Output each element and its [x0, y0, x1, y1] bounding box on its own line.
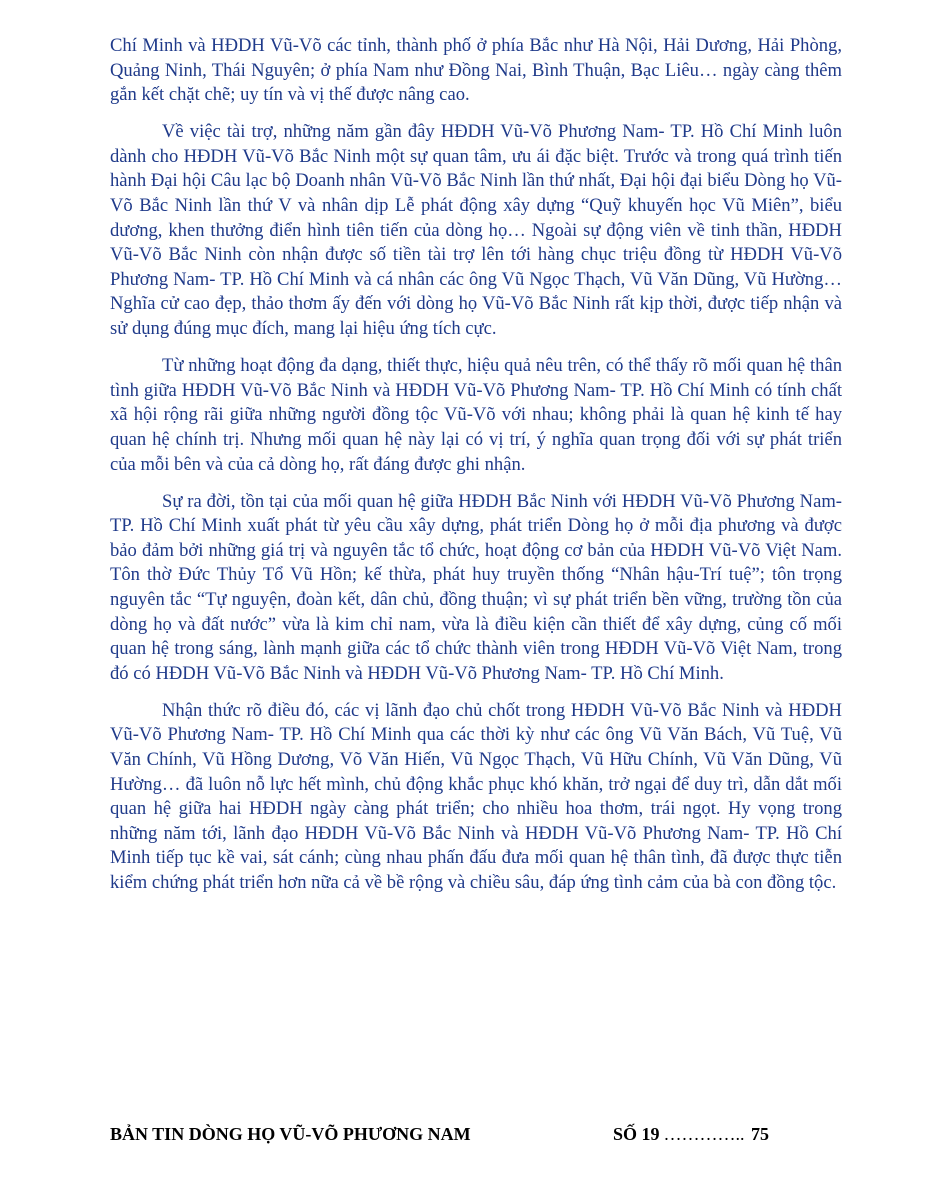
- page-number: 75: [751, 1124, 770, 1144]
- article-body: [110, 34, 842, 908]
- paragraph-leadership: Nhận thức rõ điều đó, các vị lãnh đạo chủ chốt trong HĐDH Vũ-Võ Bắc Ninh và HĐDH Vũ-Võ Phương Nam- TP. Hồ Chí Minh qua các thời kỳ như các ông Vũ Văn Bách, Vũ Tuệ, Vũ Văn Chính, Vũ Hồng Dương, Võ Văn Hiến, Vũ Ngọc Thạch, Vũ Hữu Chính, Vũ Văn Dũng, Vũ Hường… đã luôn nỗ lực hết mình, chủ động khắc phục khó khăn, trở ngại để duy trì, dẫn dắt mối quan hệ giữa hai HĐDH ngày càng phát triển; cho nhiều hoa thơm, trái ngọt. Hy vọng trong những năm tới, lãnh đạo HĐDH Vũ-Võ Bắc Ninh và HĐDH Vũ-Võ Phương Nam- TP. Hồ Chí Minh tiếp tục kề vai, sát cánh; cùng nhau phấn đấu đưa mối quan hệ thân tình, đã được thực tiễn kiểm chứng phát triển hơn nữa cả về bề rộng và chiều sâu, đáp ứng tình cảm của bà con đồng tộc.: [110, 699, 842, 893]
- paragraph-continuation: Chí Minh và HĐDH Vũ-Võ các tỉnh, thành phố ở phía Bắc như Hà Nội, Hải Dương, Hải Phòng, Quảng Ninh, Thái Nguyên; ở phía Nam như Đồng Nai, Bình Thuận, Bạc Liêu… ngày càng thêm gắn kết chặt chẽ; uy tín và vị thế được nâng cao.: [110, 35, 842, 106]
- issue-info: [613, 1124, 769, 1145]
- paragraph-relationship: Từ những hoạt động đa dạng, thiết thực, hiệu quả nêu trên, có thể thấy rõ mối quan hệ thân tình giữa HĐDH Vũ-Võ Bắc Ninh và HĐDH Vũ-Võ Phương Nam- TP. Hồ Chí Minh có tính chất xã hội rộng rãi giữa những người đồng tộc Vũ-Võ với nhau; không phải là quan hệ kinh tế hay quan hệ chính trị. Nhưng mối quan hệ này lại có vị trí, ý nghĩa quan trọng đối với sự phát triển của mỗi bên và của cả dòng họ, rất đáng được ghi nhận.: [110, 355, 842, 475]
- leader-dots: …………..: [663, 1124, 745, 1144]
- publication-title: BẢN TIN DÒNG HỌ VŨ-VÕ PHƯƠNG NAM: [110, 1124, 471, 1144]
- paragraph-sponsorship: Về việc tài trợ, những năm gần đây HĐDH Vũ-Võ Phương Nam- TP. Hồ Chí Minh luôn dành cho HĐDH Vũ-Võ Bắc Ninh một sự quan tâm, ưu ái đặc biệt. Trước và trong quá trình tiến hành Đại hội Câu lạc bộ Doanh nhân Vũ-Võ Bắc Ninh lần thứ nhất, Đại hội đại biểu Dòng họ Vũ-Võ Bắc Ninh lần thứ V và nhân dịp Lễ phát động xây dựng “Quỹ khuyến học Vũ Miên”, biểu dương, khen thưởng điển hình tiên tiến của dòng họ… Ngoài sự động viên về tinh thần, HĐDH Vũ-Võ Bắc Ninh còn nhận được số tiền tài trợ lên tới hàng chục triệu đồng từ HĐDH Vũ-Võ Phương Nam- TP. Hồ Chí Minh và cá nhân các ông Vũ Ngọc Thạch, Vũ Văn Dũng, Vũ Hường… Nghĩa cử cao đẹp, thảo thơm ấy đến với dòng họ Vũ-Võ Bắc Ninh rất kịp thời, được tiếp nhận và sử dụng đúng mục đích, mang lại hiệu ứng tích cực.: [110, 121, 842, 340]
- issue-number: SỐ 19: [613, 1124, 660, 1144]
- paragraph-origins: Sự ra đời, tồn tại của mối quan hệ giữa HĐDH Bắc Ninh với HĐDH Vũ-Võ Phương Nam- TP. Hồ Chí Minh xuất phát từ yêu cầu xây dựng, phát triển Dòng họ ở mỗi địa phương và được bảo đảm bởi những giá trị và nguyên tắc tổ chức, hoạt động cơ bản của HĐDH Vũ-Võ Việt Nam. Tôn thờ Đức Thủy Tổ Vũ Hồn; kế thừa, phát huy truyền thống “Nhân hậu-Trí tuệ”; tôn trọng nguyên tắc “Tự nguyện, đoàn kết, dân chủ, đồng thuận; vì sự phát triển bền vững, trường tồn của dòng họ và đất nước” vừa là kim chỉ nam, vừa là điều kiện cần thiết để xây dựng, củng cố mối quan hệ trong sáng, lành mạnh giữa các tổ chức thành viên trong HĐDH Vũ-Võ Việt Nam, trong đó có HĐDH Vũ-Võ Bắc Ninh và HĐDH Vũ-Võ Phương Nam- TP. Hồ Chí Minh.: [110, 490, 842, 684]
